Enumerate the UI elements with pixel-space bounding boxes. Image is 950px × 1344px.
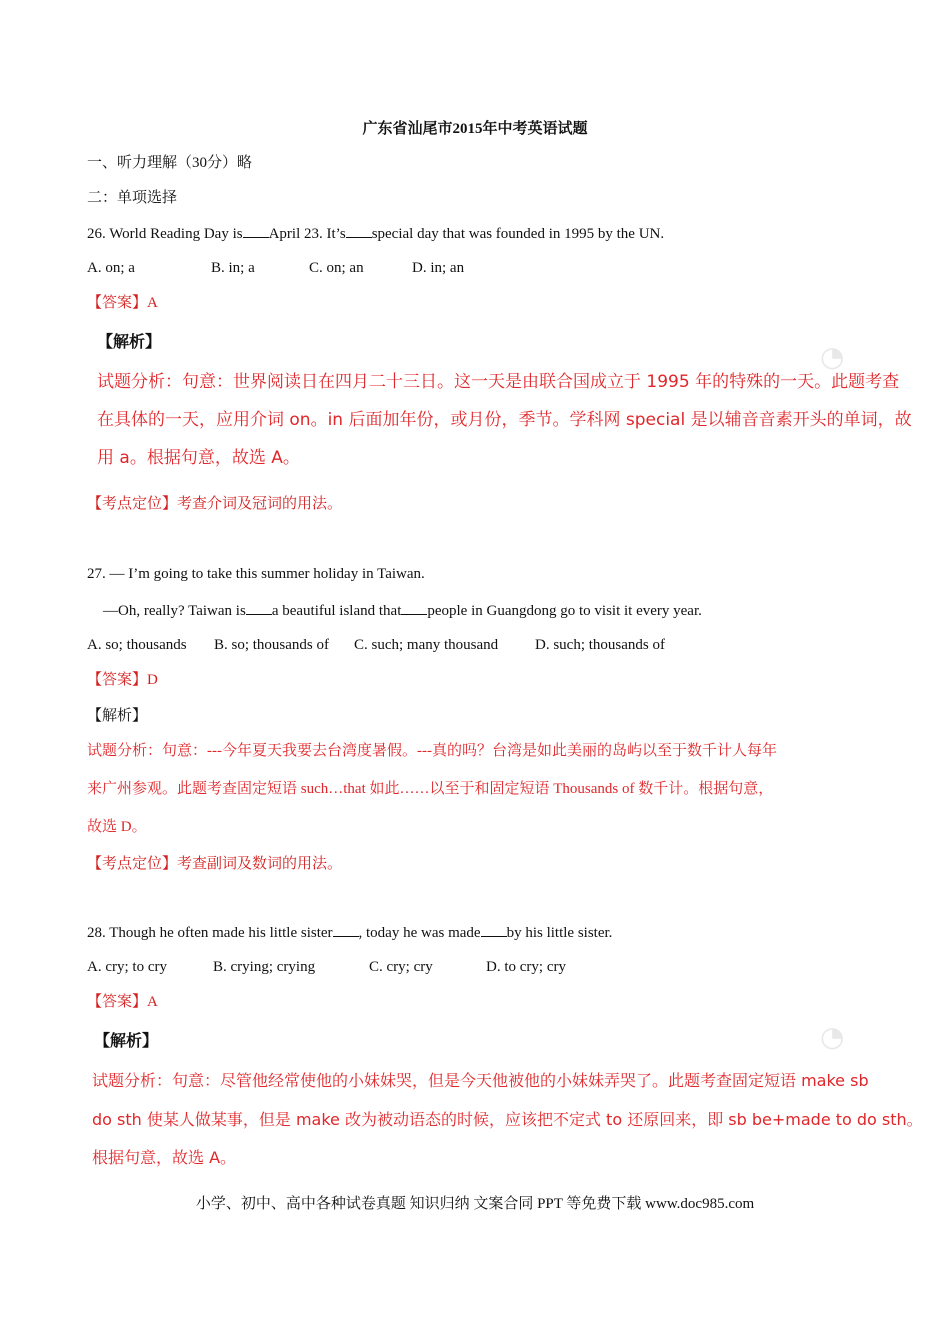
analysis-27-line1: 试题分析：句意：---今年夏天我要去台湾度暑假。---真的吗？台湾是如此美丽的岛屿以至于数千计人每年 <box>87 743 777 759</box>
analysis-26-line2: 在具体的一天，应用介词 on。in 后面加年份，或月份，季节。学科网 special 是以辅音音素开头的单词，故 <box>97 410 912 430</box>
analysis-27-line3: 故选 D。 <box>87 819 147 835</box>
point-27: 【考点定位】考查副词及数词的用法。 <box>87 856 343 872</box>
option-b: B. crying; crying <box>213 959 316 975</box>
option-d: D. such; thousands of <box>535 637 665 653</box>
footer-text: 小学、初中、高中各种试卷真题 知识归纳 文案合同 PPT 等免费下载 www.doc985.com <box>195 1196 755 1212</box>
analysis-28-heading: 【解析】 <box>94 1033 159 1050</box>
point-26: 【考点定位】考查介词及冠词的用法。 <box>87 496 343 512</box>
question-28-options <box>0 957 950 977</box>
blank <box>333 922 359 937</box>
option-c: C. such; many thousand <box>354 637 499 653</box>
page-title: 广东省汕尾市2015年中考英语试题 <box>362 121 588 137</box>
option-a: A. cry; to cry <box>87 959 167 975</box>
answer-28: 【答案】A <box>87 994 158 1010</box>
watermark: ◔ <box>820 340 845 373</box>
option-a: A. on; a <box>87 260 135 276</box>
option-c: C. cry; cry <box>369 959 433 975</box>
blank <box>481 922 507 937</box>
option-a: A. so; thousands <box>87 637 187 653</box>
question-27-stem-1: 27. — I’m going to take this summer holiday in Taiwan. <box>87 566 425 582</box>
answer-27: 【答案】D <box>87 672 158 688</box>
blank <box>246 600 272 615</box>
section-listening: 一、听力理解（30分）略 <box>87 155 253 171</box>
section-choice: 二：单项选择 <box>87 190 178 206</box>
blank <box>243 223 269 238</box>
analysis-26-line3: 用 a。根据句意，故选 A。 <box>97 448 300 468</box>
question-27-options <box>0 635 950 655</box>
analysis-26-heading: 【解析】 <box>97 334 162 351</box>
analysis-27-line2: 来广州参观。此题考查固定短语 such…that 如此……以至于和固定短语 Thousands of 数千计。根据句意， <box>87 781 774 797</box>
analysis-26-line1: 试题分析：句意：世界阅读日在四月二十三日。这一天是由联合国成立于 1995 年的特殊的一天。此题考查 <box>97 372 900 392</box>
analysis-28-line1: 试题分析：句意：尽管他经常使他的小妹妹哭，但是今天他被他的小妹妹弄哭了。此题考查固定短语 make sb <box>92 1071 869 1090</box>
analysis-28-line2: do sth 使某人做某事，但是 make 改为被动语态的时候，应该把不定式 to 还原回来，即 sb be+made to do sth。 <box>92 1110 923 1129</box>
option-d: D. to cry; cry <box>486 959 566 975</box>
option-c: C. on; an <box>309 260 364 276</box>
question-28-stem: 28. Though he often made his little sister , today he was made by his little sister. <box>87 922 612 943</box>
question-26-stem: 26. World Reading Day is April 23. It’s special day that was founded in 1995 by the UN. <box>87 223 664 244</box>
question-27-stem-2: —Oh, really? Taiwan is a beautiful island that people in Guangdong go to visit it every year. <box>103 600 702 621</box>
option-b: B. in; a <box>211 260 255 276</box>
analysis-28-line3: 根据句意，故选 A。 <box>92 1148 237 1167</box>
option-b: B. so; thousands of <box>214 637 330 653</box>
blank <box>401 600 427 615</box>
watermark: ◔ <box>820 1020 845 1053</box>
analysis-27-heading: 【解析】 <box>87 708 148 724</box>
blank <box>346 223 372 238</box>
question-26-options <box>0 258 950 278</box>
option-d: D. in; an <box>412 260 465 276</box>
answer-26: 【答案】A <box>87 295 158 311</box>
